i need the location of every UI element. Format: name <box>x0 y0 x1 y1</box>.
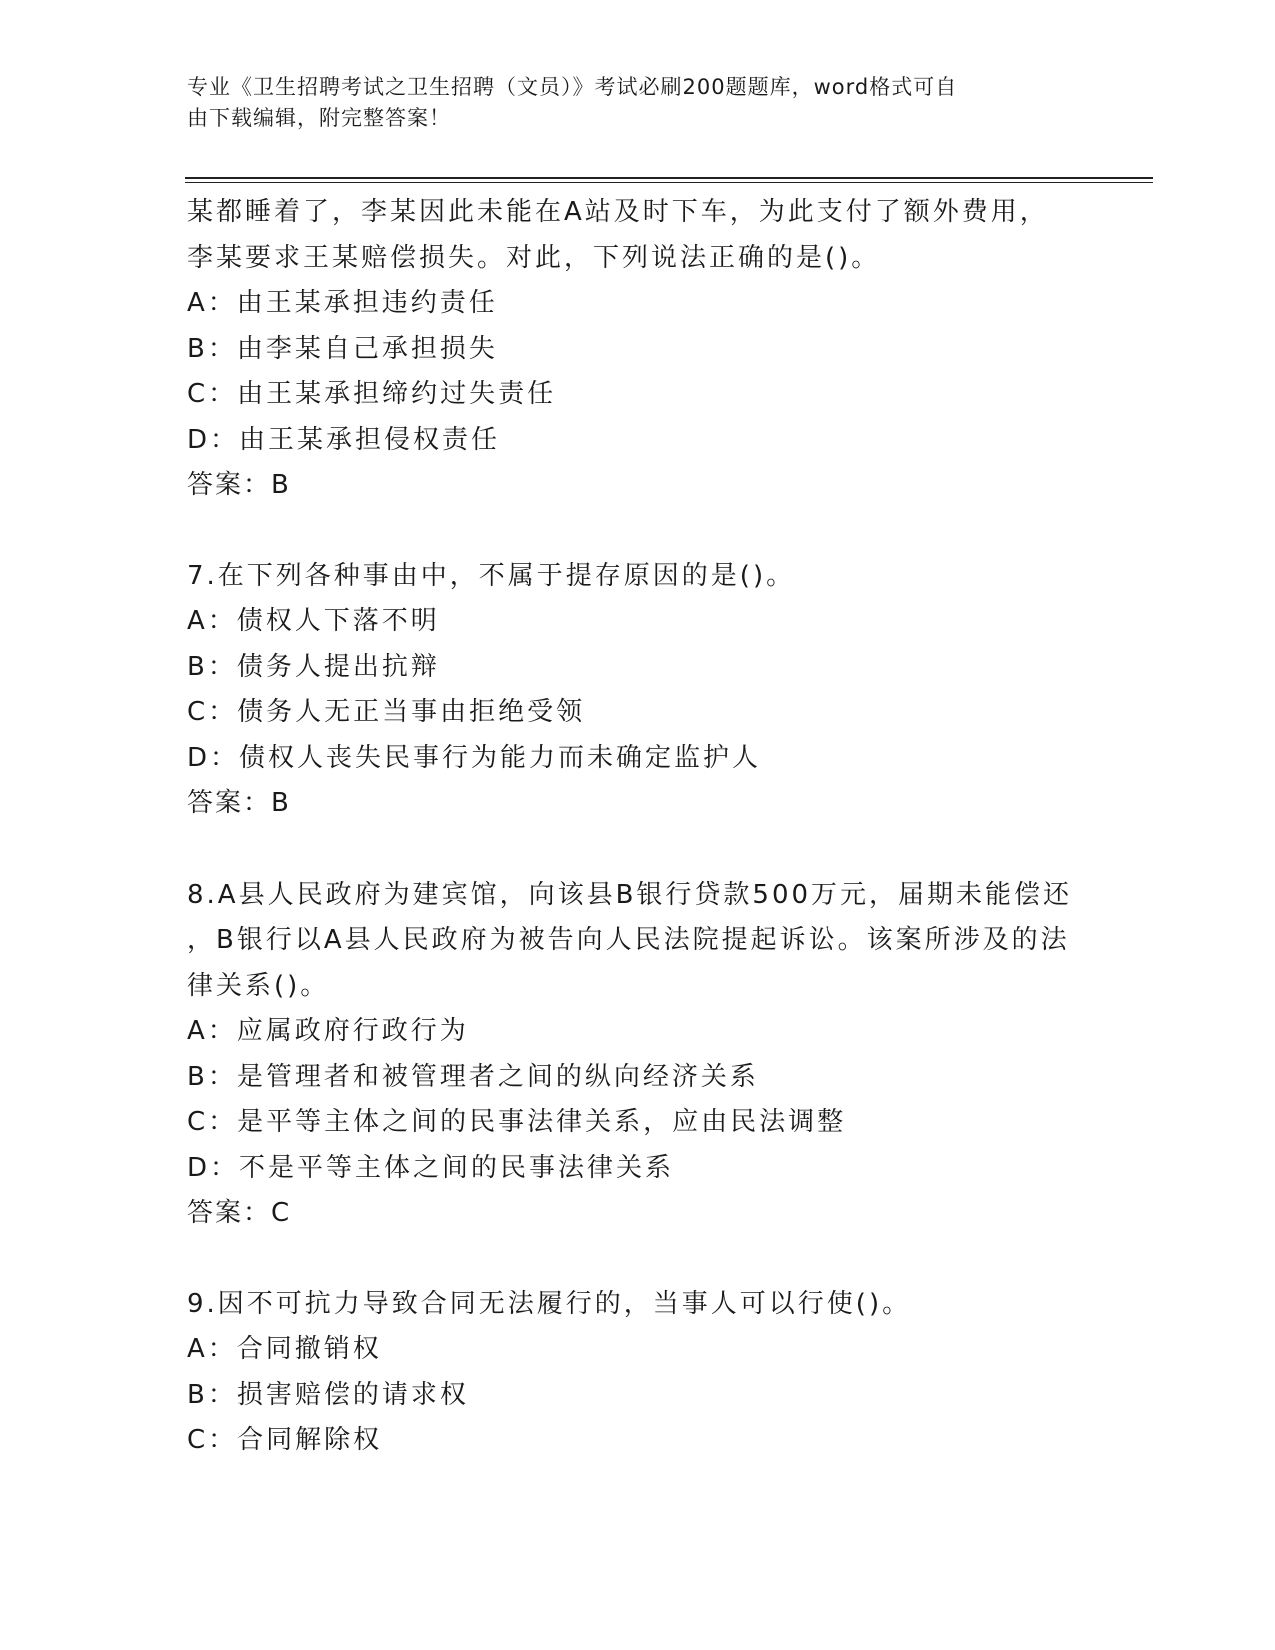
option-b: B：是管理者和被管理者之间的纵向经济关系 <box>187 1061 759 1092</box>
option-b: B：损害赔偿的请求权 <box>187 1379 469 1410</box>
option-a: A：合同撤销权 <box>187 1334 382 1364</box>
question-text-line: ，B银行以A县人民政府为被告向人民法院提起诉讼。该案所涉及的法 <box>187 925 1070 955</box>
question-text-line: 某都睡着了，李某因此未能在A站及时下车，为此支付了额外费用， <box>187 197 1049 227</box>
question-text-line: 9.因不可抗力导致合同无法履行的，当事人可以行使()。 <box>187 1288 912 1319</box>
question-text-line: 律关系()。 <box>187 970 330 1001</box>
question-text-line: 8.A县人民政府为建宾馆，向该县B银行贷款500万元，届期未能偿还 <box>187 879 1073 910</box>
document-body <box>187 190 1087 1464</box>
option-d: D：债权人丧失民事行为能力而未确定监护人 <box>187 742 762 773</box>
question-6-continued <box>187 190 1087 509</box>
option-d: D：不是平等主体之间的民事法律关系 <box>187 1152 675 1183</box>
option-c: C：债务人无正当事由拒绝受领 <box>187 697 586 727</box>
question-9 <box>187 1282 1087 1464</box>
question-text-line: 李某要求王某赔偿损失。对此，下列说法正确的是()。 <box>187 242 881 273</box>
spacer <box>187 1237 1087 1282</box>
header-rule-thin <box>185 182 1153 183</box>
option-c: C：由王某承担缔约过失责任 <box>187 379 557 409</box>
answer-line: 答案：C <box>187 1198 292 1228</box>
option-a: A：应属政府行政行为 <box>187 1016 469 1046</box>
header-line-1: 专业《卫生招聘考试之卫生招聘（文员）》考试必刷200题题库，word格式可自 <box>187 75 958 99</box>
option-b: B：债务人提出抗辩 <box>187 651 440 682</box>
spacer <box>187 827 1087 873</box>
spacer <box>187 509 1087 554</box>
option-b: B：由李某自己承担损失 <box>187 333 498 364</box>
header-line-2: 由下载编辑，附完整答案！ <box>187 106 451 130</box>
option-c: C：是平等主体之间的民事法律关系，应由民法调整 <box>187 1107 847 1137</box>
option-a: A：由王某承担违约责任 <box>187 288 498 318</box>
answer-line: 答案：B <box>187 788 291 818</box>
question-text-line: 7.在下列各种事由中，不属于提存原因的是()。 <box>187 560 796 591</box>
option-c: C：合同解除权 <box>187 1425 383 1455</box>
option-d: D：由王某承担侵权责任 <box>187 424 501 455</box>
document-header <box>187 72 1087 134</box>
question-8 <box>187 873 1087 1237</box>
option-a: A：债权人下落不明 <box>187 606 440 636</box>
answer-line: 答案：B <box>187 470 291 500</box>
question-7 <box>187 554 1087 827</box>
header-rule-thick <box>185 177 1153 179</box>
